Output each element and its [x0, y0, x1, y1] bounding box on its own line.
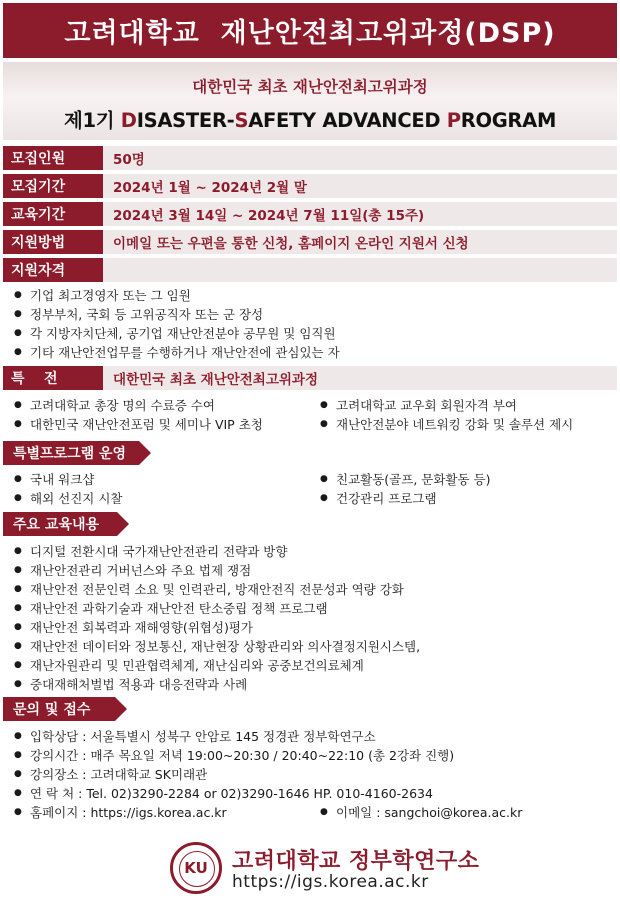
curriculum-label: 주요 교육내용 [3, 512, 117, 536]
list-item: ● 입학상담 : 서울특별시 성북구 안암로 145 정경관 정부학연구소 [12, 727, 454, 746]
recruit-period-value: 2024년 1월 ~ 2024년 2월 말 [113, 180, 307, 196]
email-link[interactable]: ● 이메일 : sangchoi@korea.ac.kr [318, 803, 522, 822]
features-label: 특 전 [3, 366, 103, 390]
list-item: ● 재난안전 과학기술과 재난안전 탄소중립 정책 프로그램 [12, 599, 420, 618]
list-item: ● 재난안전 전문인력 소요 및 인력관리, 방재안전직 전문성과 역량 강화 [12, 580, 420, 599]
subtitle: 대한민국 최초 재난안전최고위과정 [192, 78, 428, 96]
curriculum-list [12, 542, 420, 694]
special-list-right [318, 470, 491, 508]
list-item: ● 강의장소 : 고려대학교 SK미래관 [12, 765, 454, 784]
list-item: ● 해외 선진지 시찰 [12, 489, 122, 508]
list-item: ● 강의시간 : 매주 목요일 저녁 19:00~20:30 / 20:40~22:10 (총 2강좌 진행) [12, 746, 454, 765]
capacity-value: 50명 [113, 152, 145, 168]
list-item: ● 정부부처, 국회 등 고위공직자 또는 군 장성 [12, 305, 340, 324]
capacity-label: 모집인원 [3, 146, 103, 170]
special-program-label: 특별프로그램 운영 [3, 441, 139, 465]
footer [0, 836, 620, 900]
list-item: ● 건강관리 프로그램 [318, 489, 491, 508]
features-value: 대한민국 최초 재난안전최고위과정 [113, 372, 319, 388]
edu-period-row [3, 202, 617, 226]
list-item: ● 재난안전 데이터와 정보통신, 재난현장 상황관리와 의사결정지원시스템, [12, 637, 420, 656]
apply-method-value: 이메일 또는 우편을 통한 신청, 홈페이지 온라인 지원서 신청 [113, 236, 469, 252]
capacity-row [3, 146, 617, 170]
edu-period-value: 2024년 3월 14일 ~ 2024년 7월 11일(총 15주) [113, 208, 425, 224]
list-item: ● 기업 최고경영자 또는 그 임원 [12, 286, 340, 305]
qualification-label: 지원자격 [3, 258, 103, 282]
edu-period-label: 교육기간 [3, 202, 103, 226]
list-item: ● 친교활동(골프, 문화활동 등) [318, 470, 491, 489]
contact-email [318, 803, 522, 822]
features-list-right [318, 396, 573, 434]
qualification-list [12, 286, 340, 362]
program-title: 고려대학교 재난안전최고위과정(DSP) [3, 3, 617, 58]
recruit-period-row [3, 174, 617, 198]
list-item: ● 고려대학교 총장 명의 수료증 수여 [12, 396, 263, 415]
institute-url[interactable]: https://igs.korea.ac.kr [232, 872, 429, 892]
contact-label: 문의 및 접수 [3, 697, 115, 721]
list-item: ● 고려대학교 교우회 회원자격 부여 [318, 396, 573, 415]
institute-name: 고려대학교 정부학연구소 [232, 849, 480, 874]
list-item: ● 재난안전관리 거버넌스와 주요 법제 쟁점 [12, 561, 420, 580]
list-item: ● 각 지방자치단체, 공기업 재난안전분야 공무원 및 임직원 [12, 324, 340, 343]
recruit-period-label: 모집기간 [3, 174, 103, 198]
list-item: ● 대한민국 재난안전포럼 및 세미나 VIP 초청 [12, 415, 263, 434]
apply-method-label: 지원방법 [3, 230, 103, 254]
list-item: ● 디지털 전환시대 국가재난안전관리 전략과 방향 [12, 542, 420, 561]
program-english-name: 제1기 DISASTER-SAFETY ADVANCED PROGRAM [63, 109, 557, 132]
qualification-header [3, 258, 617, 282]
features-list-left [12, 396, 263, 434]
apply-method-row [3, 230, 617, 254]
list-item: ● 중대재해처벌법 적용과 대응전략과 사례 [12, 675, 420, 694]
list-item: ● 재난안전 회복력과 재해영향(위협성)평가 [12, 618, 420, 637]
list-item: ● 연 락 처 : Tel. 02)3290-2284 or 02)3290-1646 HP. 010-4160-2634 [12, 784, 454, 803]
special-list-left [12, 470, 122, 508]
list-item: ● 국내 워크샵 [12, 470, 122, 489]
features-header [3, 366, 617, 390]
korea-university-seal-icon: KU [170, 842, 222, 894]
list-item: ● 재난자원관리 및 민관협력체계, 재난심리와 공중보건의료체계 [12, 656, 420, 675]
homepage-link[interactable]: ● 홈페이지 : https://igs.korea.ac.kr [12, 803, 454, 822]
list-item: ● 재난안전분야 네트워킹 강화 및 솔루션 제시 [318, 415, 573, 434]
program-subheader [3, 62, 617, 140]
list-item: ● 기타 재난안전업무를 수행하거나 재난안전에 관심있는 자 [12, 343, 340, 362]
